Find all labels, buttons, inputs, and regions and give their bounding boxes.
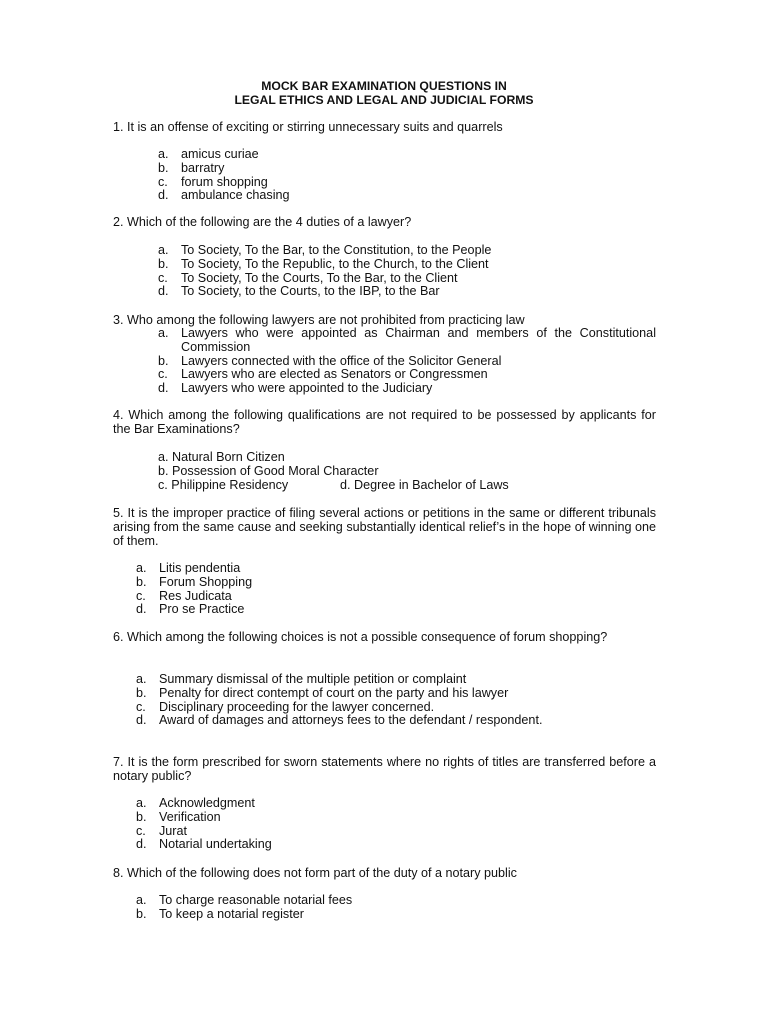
option-text: Pro se Practice	[159, 602, 245, 617]
option-letter: b.	[136, 574, 147, 589]
option-text: Lawyers who are elected as Senators or Congressmen	[181, 367, 488, 382]
option-text: Lawyers who were appointed as Chairman and members of the Constitutional Commission	[181, 326, 656, 354]
option-text: ambulance chasing	[181, 188, 290, 203]
option	[158, 244, 656, 258]
option	[158, 176, 656, 190]
option-text: Summary dismissal of the multiple petition or complaint	[159, 672, 467, 686]
option-letter: c.	[158, 478, 168, 492]
option-text: Jurat	[159, 823, 187, 838]
option-letter: d.	[158, 188, 169, 203]
question-2-options	[158, 244, 656, 299]
option-text: Lawyers who were appointed to the Judiciary	[181, 381, 433, 396]
option-letter: b.	[136, 906, 147, 921]
option-text: To Society, To the Republic, to the Church, to the Client	[181, 256, 489, 271]
question-7: 7. It is the form prescribed for sworn statements where no rights of titles are transferred before a notary public?	[113, 755, 656, 783]
question-4-option-d	[340, 479, 509, 493]
question-1: 1. It is an offense of exciting or stirring unnecessary suits and quarrels	[113, 120, 503, 134]
option-letter: a.	[136, 893, 147, 907]
option-text: amicus curiae	[181, 147, 259, 161]
option	[136, 687, 656, 701]
option-letter: b.	[136, 809, 147, 824]
question-7-options	[136, 797, 656, 852]
option-text: Litis pendentia	[159, 561, 241, 575]
option-text: To keep a notarial register	[159, 906, 304, 921]
option-letter: a.	[158, 243, 169, 257]
option-letter: d.	[136, 602, 147, 617]
option	[158, 355, 656, 369]
option-letter: a.	[136, 672, 147, 686]
option	[158, 189, 656, 203]
option-text: Possession of Good Moral Character	[172, 464, 379, 478]
question-1-options	[158, 148, 656, 203]
question-4-option-b	[158, 465, 379, 479]
option-letter: c.	[136, 823, 146, 838]
question-4: 4. Which among the following qualifications are not required to be possessed by applicants for the Bar Examinations?	[113, 408, 656, 436]
option	[136, 825, 656, 839]
option-text: Notarial undertaking	[159, 837, 272, 852]
option	[136, 701, 656, 715]
option-letter: d.	[136, 837, 147, 852]
option-text: Disciplinary proceeding for the lawyer concerned.	[159, 699, 435, 714]
document-title-line-1: MOCK BAR EXAMINATION QUESTIONS IN	[261, 79, 507, 93]
option-letter: b.	[136, 685, 147, 700]
question-8: 8. Which of the following does not form part of the duty of a notary public	[113, 866, 517, 880]
option	[136, 908, 656, 922]
question-5: 5. It is the improper practice of filing several actions or petitions in the same or different tribunals arising from the same cause and seeking substantially identical relief’s in the hope of winning one of them.	[113, 506, 656, 548]
option	[136, 894, 656, 908]
option	[136, 797, 656, 811]
option-letter: a.	[158, 450, 169, 464]
option-letter: b.	[158, 464, 169, 478]
question-4-option-a	[158, 451, 285, 465]
question-8-options	[136, 894, 656, 922]
option-text: Natural Born Citizen	[172, 450, 285, 464]
option-text: To Society, to the Courts, to the IBP, to the Bar	[181, 284, 440, 299]
question-6-options	[136, 673, 656, 728]
option-text: barratry	[181, 160, 225, 175]
option-text: Lawyers connected with the office of the Solicitor General	[181, 353, 502, 368]
option-text: forum shopping	[181, 174, 268, 189]
question-2: 2. Which of the following are the 4 duties of a lawyer?	[113, 215, 412, 229]
option-letter: d.	[158, 284, 169, 299]
option-letter: c.	[158, 367, 168, 382]
option	[136, 838, 656, 852]
option-letter: c.	[136, 699, 146, 714]
option-text: Penalty for direct contempt of court on the party and his lawyer	[159, 685, 509, 700]
option	[136, 673, 656, 687]
question-4-option-c	[158, 479, 288, 493]
option	[136, 603, 656, 617]
option-text: Res Judicata	[159, 588, 232, 603]
option-text: Forum Shopping	[159, 574, 253, 589]
option-letter: d.	[136, 713, 147, 728]
option-letter: c.	[136, 588, 146, 603]
option	[136, 590, 656, 604]
option	[158, 258, 656, 272]
option	[136, 576, 656, 590]
option-letter: d.	[158, 381, 169, 396]
question-6: 6. Which among the following choices is not a possible consequence of forum shopping?	[113, 630, 608, 644]
option-letter: b.	[158, 353, 169, 368]
option-text: Award of damages and attorneys fees to the defendant / respondent.	[159, 713, 543, 728]
option-text: Acknowledgment	[159, 796, 255, 810]
option-letter: c.	[158, 174, 168, 189]
option	[158, 162, 656, 176]
option	[158, 382, 656, 396]
option	[158, 368, 656, 382]
option	[158, 148, 656, 162]
option	[158, 285, 656, 299]
question-3: 3. Who among the following lawyers are not prohibited from practicing law	[113, 313, 525, 327]
option-letter: d.	[340, 478, 351, 492]
option	[136, 562, 656, 576]
option-text: Degree in Bachelor of Laws	[354, 478, 509, 492]
document-title-line-2: LEGAL ETHICS AND LEGAL AND JUDICIAL FORMS	[234, 93, 534, 107]
option-letter: a.	[158, 147, 169, 161]
option	[158, 327, 656, 355]
option-letter: a.	[136, 561, 147, 575]
question-3-options	[158, 327, 656, 396]
option-letter: b.	[158, 256, 169, 271]
option-letter: a.	[158, 326, 169, 340]
option	[158, 272, 656, 286]
option-text: To Society, To the Bar, to the Constitution, to the People	[181, 243, 492, 257]
option-text: Verification	[159, 809, 221, 824]
question-5-options	[136, 562, 656, 617]
option	[136, 811, 656, 825]
option-letter: a.	[136, 796, 147, 810]
option-letter: c.	[158, 270, 168, 285]
option	[136, 714, 656, 728]
option-text: Philippine Residency	[171, 478, 289, 492]
option-text: To Society, To the Courts, To the Bar, to the Client	[181, 270, 458, 285]
option-text: To charge reasonable notarial fees	[159, 893, 353, 907]
option-letter: b.	[158, 160, 169, 175]
